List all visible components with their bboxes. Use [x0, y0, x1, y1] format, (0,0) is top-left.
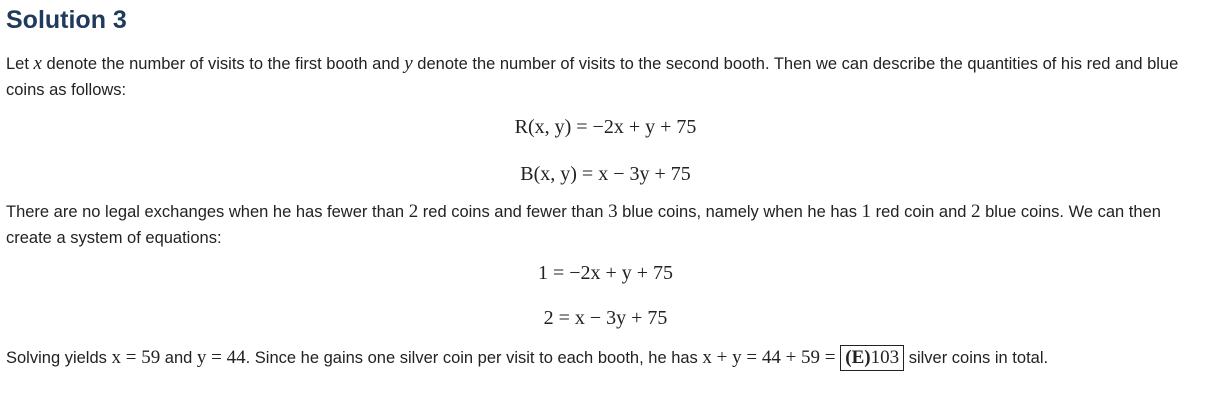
intro-text-2: denote the number of visits to the first booth and	[41, 55, 405, 73]
answer-value: 103	[870, 347, 900, 368]
number-3-blue: 3	[608, 201, 618, 222]
solving-text-2: and	[160, 349, 197, 367]
math-x-value: x = 59	[111, 347, 161, 368]
solving-paragraph	[6, 343, 1204, 373]
variable-x: x	[33, 53, 42, 74]
math-sum: x + y = 44 + 59 =	[702, 347, 841, 368]
number-2-blue: 2	[971, 201, 981, 222]
equation-system-1: 1 = −2x + y + 75	[537, 262, 674, 284]
number-1-red: 1	[861, 201, 872, 222]
intro-paragraph	[6, 51, 1204, 103]
solution-heading: Solution 3	[6, 6, 127, 34]
equation-blue-coins: B(x, y) = x − 3y + 75	[520, 163, 691, 185]
solving-text-1: Solving yields	[6, 349, 112, 367]
equation-red-coins: R(x, y) = −2x + y + 75	[514, 116, 697, 138]
intro-text-1: Let	[6, 55, 34, 73]
exchange-text-1: There are no legal exchanges when he has fewer than	[6, 203, 409, 221]
solving-text-3: . Since he gains one silver coin per visit to each booth, he has	[245, 349, 703, 367]
exchange-text-3: blue coins, namely when he has	[617, 203, 862, 221]
exchange-paragraph	[6, 199, 1204, 251]
equation-system-2: 2 = x − 3y + 75	[543, 307, 668, 329]
variable-y: y	[404, 53, 413, 74]
exchange-text-4: red coin and	[871, 203, 972, 221]
math-y-value: y = 44	[196, 347, 246, 368]
answer-box	[840, 345, 904, 371]
solving-text-4: silver coins in total.	[904, 349, 1049, 367]
number-2-red: 2	[408, 201, 419, 222]
exchange-text-5: blue coins. We can then create a system of equations:	[6, 203, 1161, 247]
answer-letter: (E)	[845, 347, 871, 368]
exchange-text-2: red coins and fewer than	[418, 203, 609, 221]
intro-text-3: denote the number of visits to the second booth. Then we can describe the quantities of his red and blue coins as follows:	[6, 55, 1179, 99]
